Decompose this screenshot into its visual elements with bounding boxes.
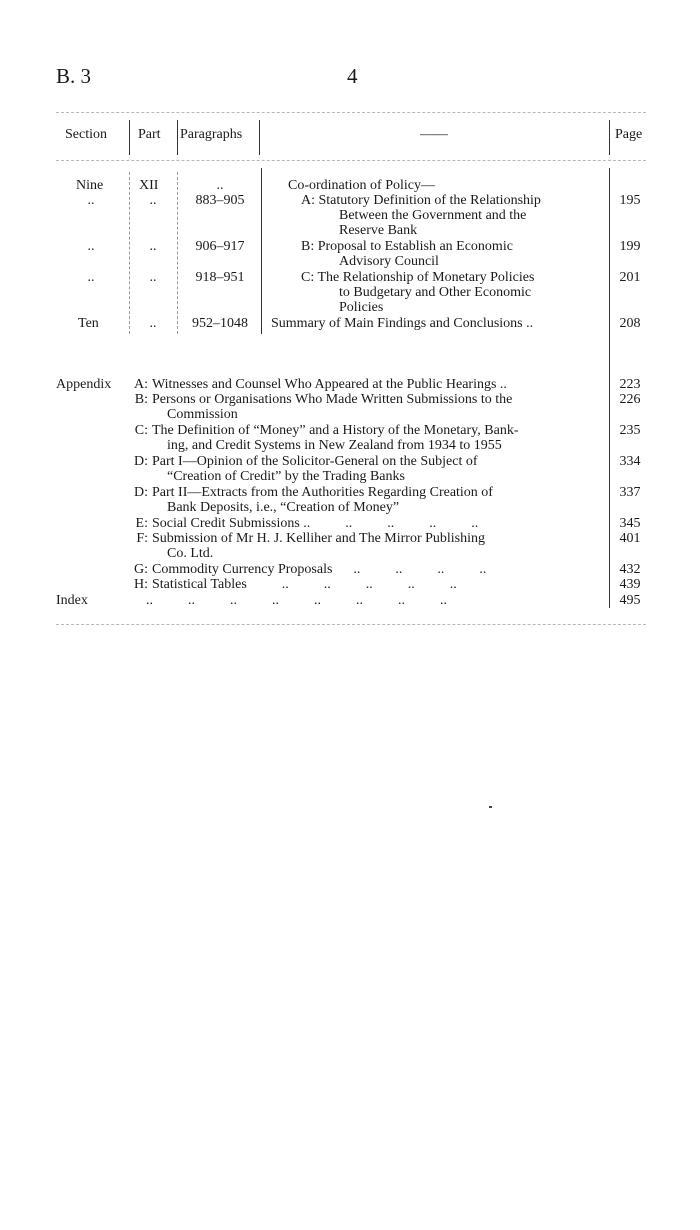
row-page: 195 [619,193,641,208]
column-header-page: Page [615,127,643,142]
appendix-line: Commission [167,407,238,422]
column-header-section: Section [65,127,107,142]
appendix-line: “Creation of Credit” by the Trading Banks [167,469,405,484]
appendix-letter: A: [134,377,148,392]
column-header-paragraphs: Paragraphs [180,127,243,142]
appendix-page: 432 [619,562,641,577]
row-paragraphs: 906–917 [195,239,245,254]
column-divider [177,120,178,155]
table-header-rule [56,160,646,161]
row-part: .. [149,193,157,208]
table-top-rule [56,112,646,113]
column-divider [609,120,610,155]
appendix-page: 439 [619,577,641,592]
column-divider [129,120,130,155]
appendix-letter: D: [134,485,148,500]
row-section: Ten [78,316,99,331]
row-title-line: to Budgetary and Other Economic [339,285,532,300]
row-page: 199 [619,239,641,254]
appendix-line: Persons or Organisations Who Made Written Submissions to the [152,392,513,407]
appendix-page: 334 [619,454,641,469]
appendix-line: The Definition of “Money” and a History of the Monetary, Bank- [152,423,519,438]
row-part: XII [139,178,159,193]
row-part: .. [149,270,157,285]
row-page: 201 [619,270,641,285]
table-bottom-rule [56,624,646,625]
appendix-letter: E: [135,516,148,531]
appendix-line: Commodity Currency Proposals .. .. .. .. [152,562,487,577]
row-title-line: Reserve Bank [339,223,418,238]
appendix-letter: F: [136,531,148,546]
appendix-line: ing, and Credit Systems in New Zealand from 1934 to 1955 [167,438,502,453]
appendix-line: Part I—Opinion of the Solicitor-General on the Subject of [152,454,478,469]
appendix-page: 223 [619,377,641,392]
row-title-line: Between the Government and the [339,208,527,223]
appendix-label: Appendix [56,377,112,392]
row-part: .. [149,316,157,331]
appendix-page: 235 [619,423,641,438]
index-page: 495 [619,593,641,608]
appendix-line: Co. Ltd. [167,546,214,561]
row-page: 208 [619,316,641,331]
column-header-title: —— [420,127,448,142]
appendix-line: Bank Deposits, i.e., “Creation of Money” [167,500,400,515]
row-section: .. [87,193,95,208]
appendix-line: Part II—Extracts from the Authorities Regarding Creation of [152,485,493,500]
column-divider [259,120,260,155]
scan-speck [489,806,492,808]
column-divider [609,168,610,608]
appendix-page: 401 [619,531,641,546]
appendix-line: Submission of Mr H. J. Kelliher and The Mirror Publishing [152,531,486,546]
document-reference: B. 3 [56,64,92,88]
index-label: Index [56,593,88,608]
row-part: .. [149,239,157,254]
row-title-line: Summary of Main Findings and Conclusions .. [271,316,534,331]
appendix-page: 226 [619,392,641,407]
row-title-line: Advisory Council [339,254,439,269]
row-paragraphs: .. [216,178,224,193]
appendix-line: Witnesses and Counsel Who Appeared at the Public Hearings .. [152,377,507,392]
appendix-letter: D: [134,454,148,469]
row-paragraphs: 883–905 [195,193,245,208]
appendix-letter: H: [134,577,148,592]
row-title-line: B: Proposal to Establish an Economic [301,239,513,254]
appendix-letter: B: [134,392,148,407]
row-title-line: Policies [339,300,384,315]
row-title-line: C: The Relationship of Monetary Policies [301,270,535,285]
row-section: .. [87,239,95,254]
row-paragraphs: 918–951 [195,270,245,285]
appendix-page: 337 [619,485,641,500]
row-section: .. [87,270,95,285]
page-number: 4 [347,64,358,88]
appendix-line: Statistical Tables .. .. .. .. .. [152,577,457,592]
column-header-part: Part [138,127,161,142]
appendix-page: 345 [619,516,641,531]
row-section: Nine [76,178,104,193]
row-title-line: Co-ordination of Policy— [288,178,435,193]
column-divider [261,168,262,334]
appendix-letter: C: [134,423,148,438]
column-divider [177,172,178,334]
row-paragraphs: 952–1048 [192,316,248,331]
row-title-line: A: Statutory Definition of the Relationship [301,193,541,208]
appendix-line: Social Credit Submissions .. .. .. .. .. [152,516,479,531]
appendix-letter: G: [134,562,148,577]
index-leaders: .. .. .. .. .. .. .. .. [146,593,447,608]
